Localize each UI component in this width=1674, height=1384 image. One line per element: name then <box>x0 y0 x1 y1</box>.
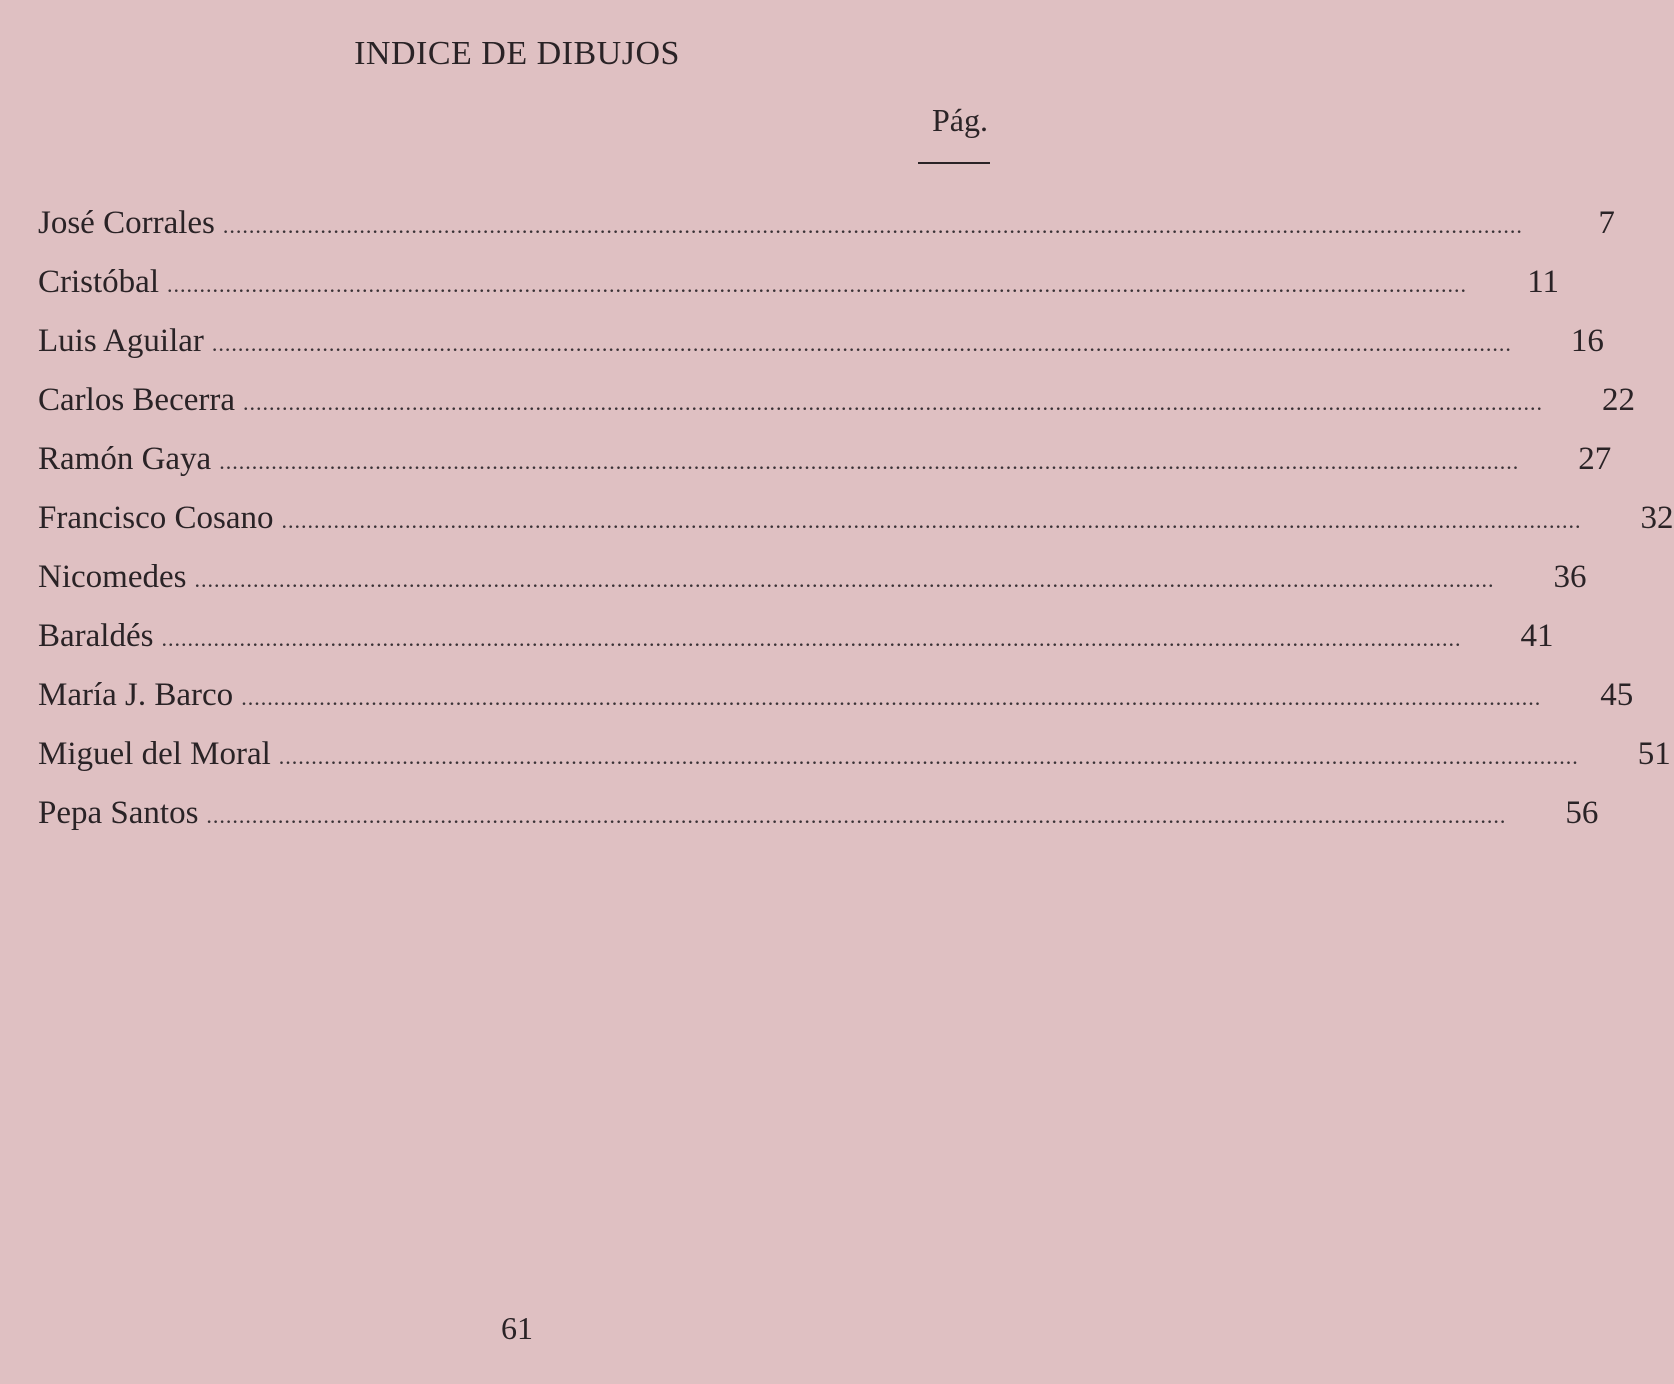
toc-entry-name: Nicomedes <box>38 559 187 595</box>
toc-entry-page: 11 <box>1527 264 1559 300</box>
dot-leader: ........................................................................................................................................................................................................ <box>278 744 1579 769</box>
page-title: INDICE DE DIBUJOS <box>354 35 680 72</box>
toc-entry-page: 22 <box>1602 382 1635 418</box>
toc-entry-name: María J. Barco <box>38 677 234 713</box>
toc-entry-page: 16 <box>1570 323 1604 359</box>
dot-leader: ........................................................................................................................................................................................................ <box>281 508 1582 533</box>
toc-entry-name: Cristóbal <box>38 264 159 300</box>
toc-list <box>38 191 1674 840</box>
toc-entry <box>38 250 1559 309</box>
dot-leader: ........................................................................................................................................................................................................ <box>206 803 1507 828</box>
toc-entry-name: Francisco Cosano <box>38 500 274 536</box>
toc-entry <box>38 722 1671 781</box>
page-column-rule <box>918 162 990 164</box>
dot-leader: ........................................................................................................................................................................................................ <box>211 331 1512 356</box>
toc-entry-name: Luis Aguilar <box>38 323 204 359</box>
dot-leader: ........................................................................................................................................................................................................ <box>219 449 1520 474</box>
toc-entry <box>38 427 1612 486</box>
toc-entry-name: Ramón Gaya <box>38 441 212 477</box>
toc-entry-page: 51 <box>1637 736 1671 772</box>
dot-leader: ........................................................................................................................................................................................................ <box>167 272 1467 297</box>
toc-entry <box>38 663 1634 722</box>
toc-entry-page: 27 <box>1578 441 1612 477</box>
toc-entry-page: 41 <box>1520 618 1554 654</box>
dot-leader: ........................................................................................................................................................................................................ <box>194 567 1495 592</box>
toc-entry-name: Miguel del Moral <box>38 736 271 772</box>
toc-entry <box>38 781 1599 840</box>
dot-leader: ........................................................................................................................................................................................................ <box>161 626 1462 651</box>
toc-entry-page: 32 <box>1640 500 1674 536</box>
toc-entry <box>38 545 1587 604</box>
toc-entry <box>38 309 1604 368</box>
toc-entry-name: José Corrales <box>38 205 215 241</box>
toc-entry-name: Baraldés <box>38 618 154 654</box>
toc-entry-page: 56 <box>1565 795 1599 831</box>
toc-entry <box>38 486 1674 545</box>
toc-entry <box>38 368 1635 427</box>
dot-leader: ........................................................................................................................................................................................................ <box>222 213 1523 238</box>
toc-entry <box>38 191 1615 250</box>
page-column-label: Pág. <box>932 102 988 138</box>
dot-leader: ........................................................................................................................................................................................................ <box>241 685 1542 710</box>
toc-entry-page: 7 <box>1598 205 1615 241</box>
toc-entry-page: 36 <box>1553 559 1587 595</box>
page-number: 61 <box>501 1310 533 1346</box>
toc-entry-name: Pepa Santos <box>38 795 199 831</box>
dot-leader: ........................................................................................................................................................................................................ <box>243 390 1543 415</box>
toc-entry-page: 45 <box>1600 677 1634 713</box>
toc-entry <box>38 604 1554 663</box>
toc-entry-name: Carlos Becerra <box>38 382 235 418</box>
